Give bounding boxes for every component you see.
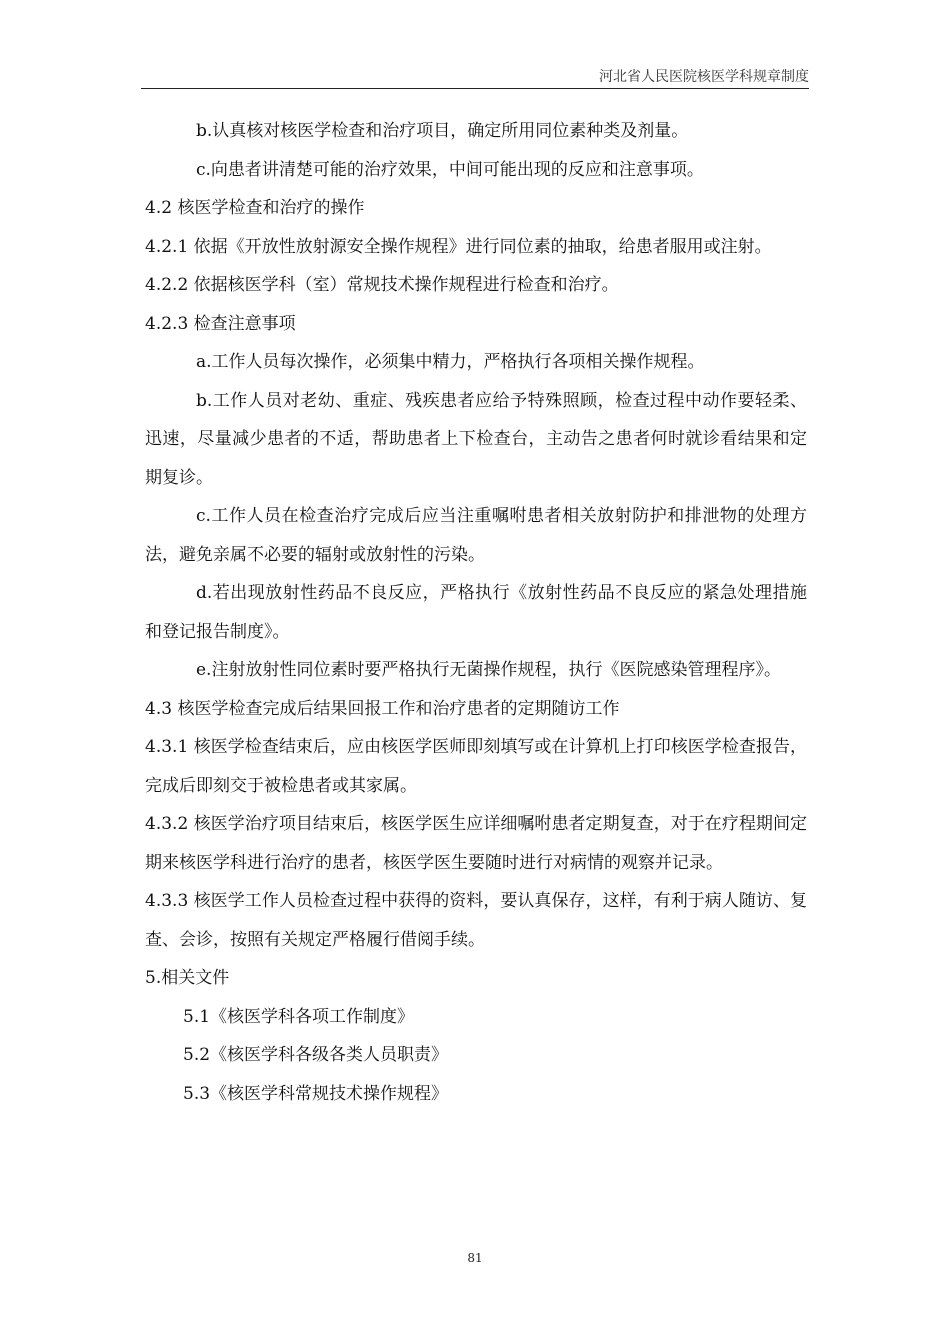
paragraph: 4.2.1 依据《开放性放射源安全操作规程》进行同位素的抽取，给患者服用或注射。 [145,236,772,257]
paragraph: a.工作人员每次操作，必须集中精力，严格执行各项相关操作规程。 [196,352,705,372]
related-document: 5.2《核医学科各级各类人员职责》 [183,1045,449,1065]
paragraph: 4.2.2 依据核医学科（室）常规技术操作规程进行检查和治疗。 [145,275,619,295]
paragraph: 4.3.3 核医学工作人员检查过程中获得的资料，要认真保存，这样，有利于病人随访、复查、会诊，按照有关规定严格履行借阅手续。 [145,891,807,950]
paragraph: d.若出现放射性药品不良反应，严格执行《放射性药品不良反应的紧急处理措施和登记报告制度》。 [145,583,807,642]
related-document: 5.1《核医学科各项工作制度》 [183,1006,415,1027]
document-body [145,112,807,1113]
paragraph: b.认真核对核医学检查和治疗项目，确定所用同位素种类及剂量。 [196,121,689,141]
section-heading: 5.相关文件 [145,968,230,988]
section-heading: 4.2 核医学检查和治疗的操作 [145,198,365,218]
page-number: 81 [467,1251,483,1265]
paragraph: c.向患者讲清楚可能的治疗效果，中间可能出现的反应和注意事项。 [196,159,704,180]
paragraph: e.注射放射性同位素时要严格执行无菌操作规程，执行《医院感染管理程序》。 [196,660,781,680]
page-header [141,68,809,89]
paragraph: 4.3.1 核医学检查结束后，应由核医学医师即刻填写或在计算机上打印核医学检查报告，完成后即刻交于被检患者或其家属。 [145,737,807,796]
paragraph: 4.3.2 核医学治疗项目结束后，核医学医生应详细嘱咐患者定期复查，对于在疗程期间定期来核医学科进行治疗的患者，核医学医生要随时进行对病情的观察并记录。 [145,814,807,873]
related-document: 5.3《核医学科常规技术操作规程》 [183,1083,449,1104]
section-heading: 4.3 核医学检查完成后结果回报工作和治疗患者的定期随访工作 [145,698,620,719]
header-title: 河北省人民医院核医学科规章制度 [599,69,809,85]
paragraph: c.工作人员在检查治疗完成后应当注重嘱咐患者相关放射防护和排泄物的处理方法，避免亲属不必要的辐射或放射性的污染。 [145,506,807,565]
paragraph: b.工作人员对老幼、重症、残疾患者应给予特殊照顾，检查过程中动作要轻柔、迅速，尽量减少患者的不适，帮助患者上下检查台，主动告之患者何时就诊看结果和定期复诊。 [145,390,807,488]
subsection-heading: 4.2.3 检查注意事项 [145,313,296,334]
